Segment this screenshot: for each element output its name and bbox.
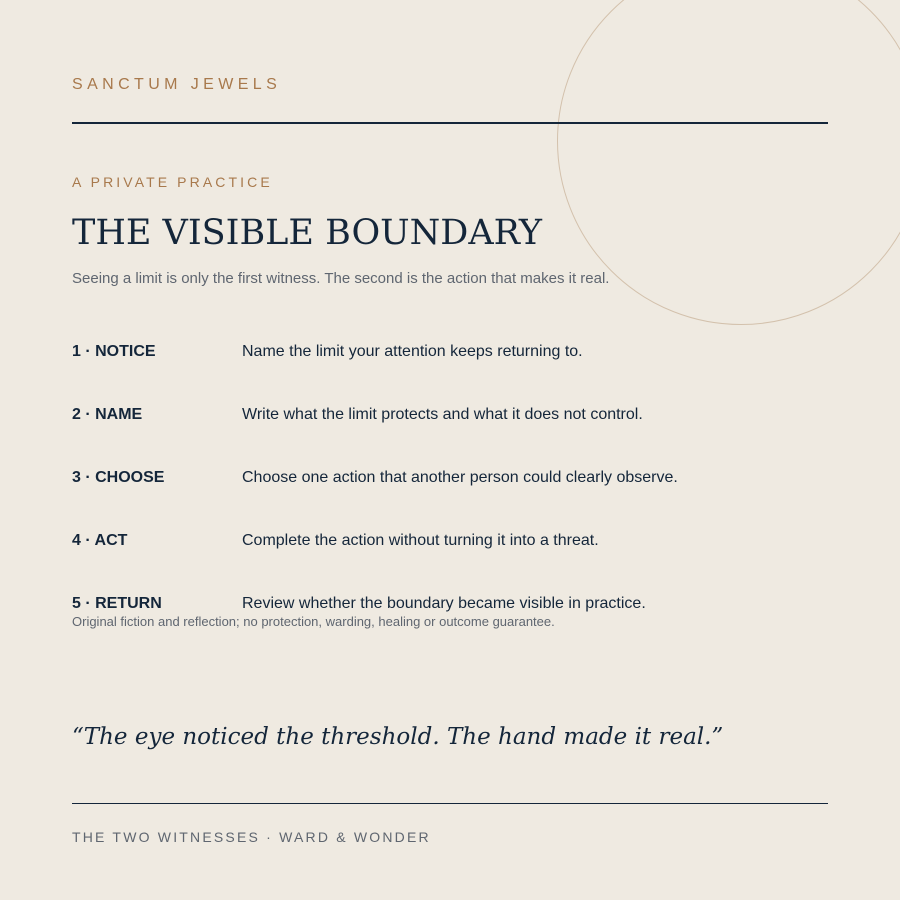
header-divider [72,122,828,124]
step-item-choose [72,468,828,531]
step-description: Review whether the boundary became visible in practice. [242,595,646,612]
brand-name: SANCTUM JEWELS [72,76,282,93]
step-label: 4 · ACT [72,532,128,549]
page-subtitle: Seeing a limit is only the first witness. The second is the action that makes it real. [72,270,610,287]
disclaimer-text: Original fiction and reflection; no protection, warding, healing or outcome guarantee. [72,614,555,629]
footer-text: THE TWO WITNESSES · WARD & WONDER [72,829,431,845]
steps-list [72,342,828,657]
step-description: Choose one action that another person could clearly observe. [242,469,678,486]
page-title: THE VISIBLE BOUNDARY [72,213,542,253]
step-item-name [72,405,828,468]
step-description: Name the limit your attention keeps returning to. [242,343,583,360]
footer-divider [72,803,828,804]
step-label: 3 · CHOOSE [72,469,165,486]
step-label: 1 · NOTICE [72,343,156,360]
pull-quote: “The eye noticed the threshold. The hand made it real.” [72,724,724,750]
step-description: Write what the limit protects and what it does not control. [242,406,643,423]
step-label: 5 · RETURN [72,595,162,612]
step-label: 2 · NAME [72,406,143,423]
step-item-act [72,531,828,594]
step-item-notice [72,342,828,405]
eyebrow-label: A PRIVATE PRACTICE [72,174,273,190]
step-description: Complete the action without turning it into a threat. [242,532,599,549]
